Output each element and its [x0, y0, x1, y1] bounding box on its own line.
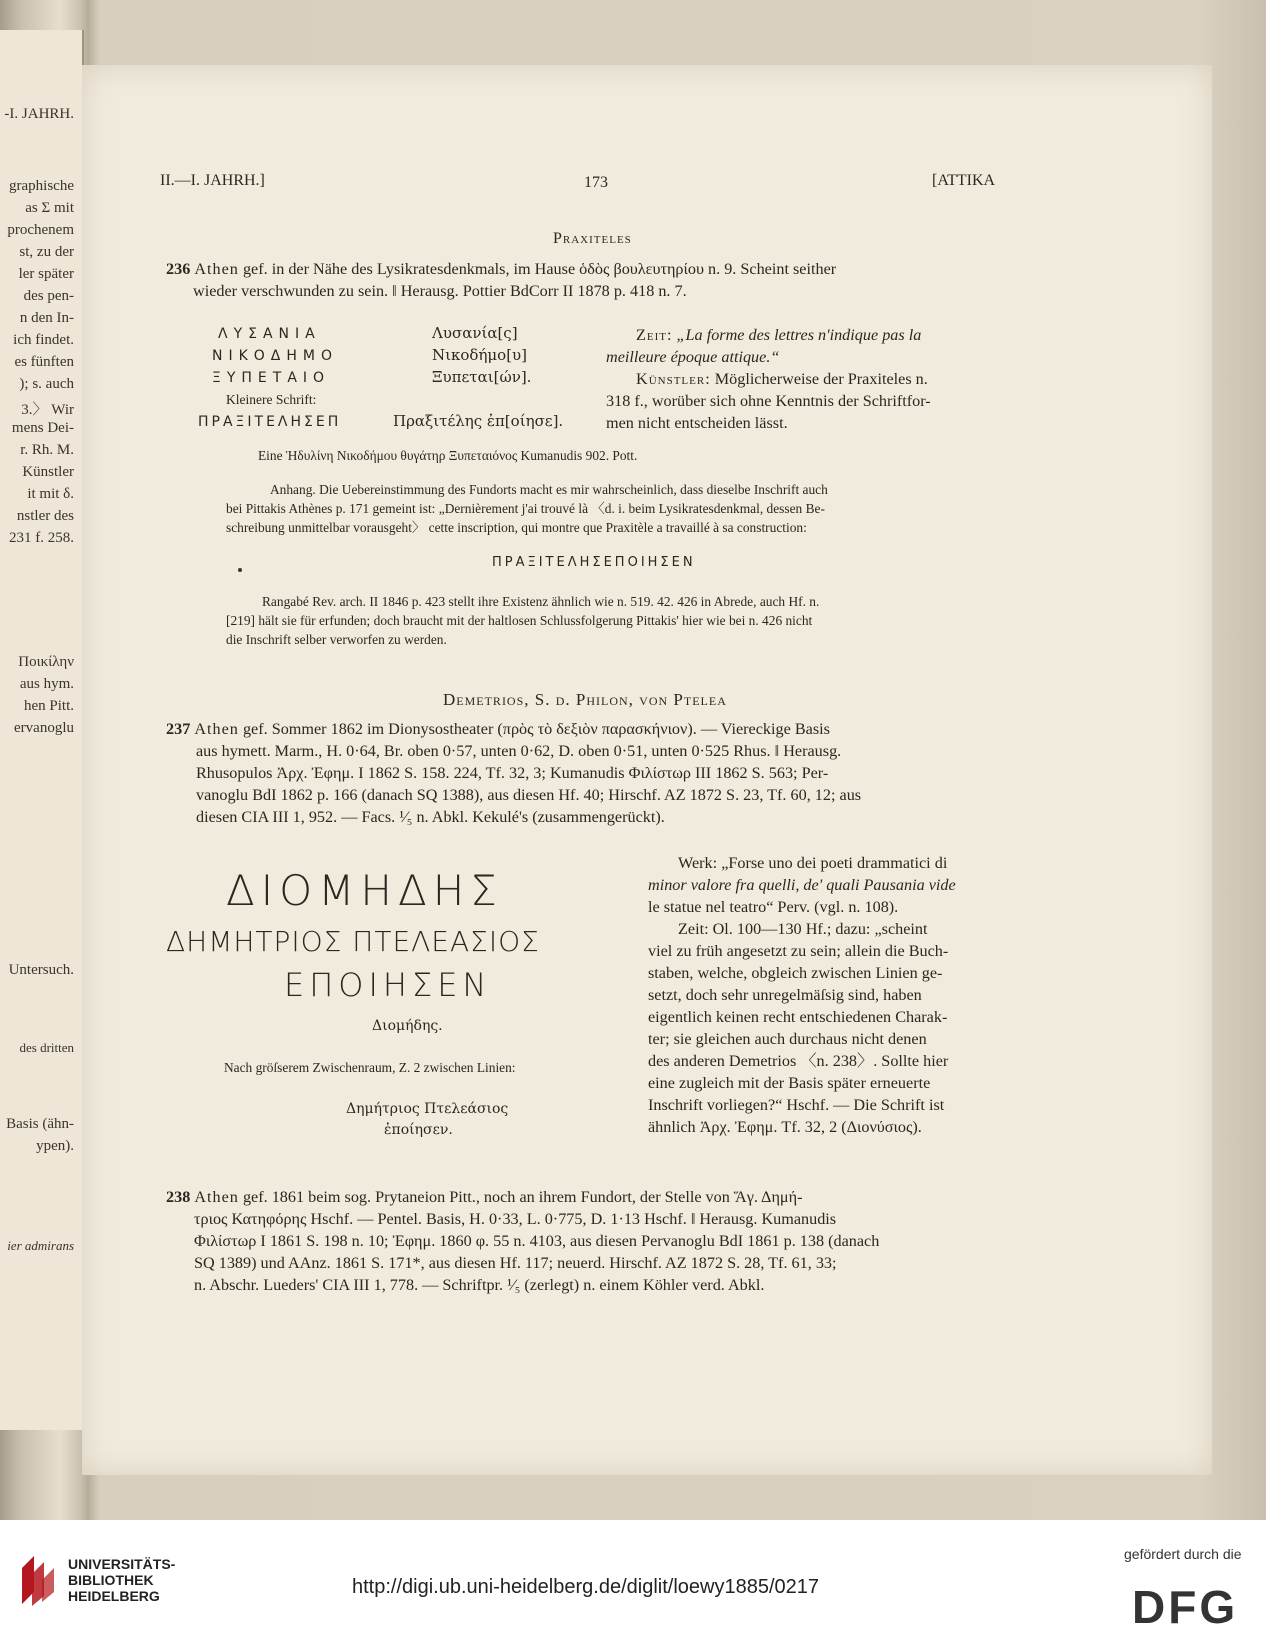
entry-237-line-5: diesen CIA III 1, 952. — Facs. ¹⁄₅ n. Abkl. Kekulé's (zusammengerückt).: [196, 808, 665, 826]
entry-238-line-2: τριος Κατηφόρης Hschf. — Pentel. Basis, H. 0·33, L. 0·775, D. 1·13 Hschf. ‖ Herausg. Kumanudis: [194, 1210, 837, 1228]
zeit-line: eine zugleich mit der Basis später erneuerte: [648, 1074, 931, 1092]
ink-dot: [238, 568, 242, 572]
left-page-line: des dritten: [19, 1040, 74, 1055]
left-page-line: graphische: [9, 178, 74, 194]
left-page-line: r. Rh. M.: [20, 442, 74, 458]
rangabe-line-2: [219] hält sie für erfunden; doch braucht mit der haltlosen Schlussfolgerung Pittakis' hier wie bei n. 426 nicht: [226, 613, 813, 628]
left-page-line: es fünften: [14, 354, 74, 370]
transcription-line: Πραξιτέλης ἐπ[οίησε].: [393, 412, 564, 430]
zeit-line-1: [636, 324, 921, 346]
zeit-line: ter; sie gleichen auch durchaus nicht denen: [648, 1030, 927, 1048]
zeit-line: ähnlich Ἀρχ. Ἐφημ. Tf. 32, 2 (Διονύσιος).: [648, 1118, 922, 1136]
left-page-line: as Σ mit: [25, 200, 74, 216]
footer-bar: [0, 1520, 1266, 1638]
left-page-line: prochenem: [7, 222, 74, 238]
transcription-note: Nach gröſserem Zwischenraum, Z. 2 zwischen Linien:: [224, 1060, 516, 1075]
entry-238-line-3: Φιλίστωρ I 1861 S. 198 n. 10; Ἐφημ. 1860 φ. 55 n. 4103, aus diesen Pervanoglu BdI 1861 p. 138 (danach: [194, 1232, 880, 1250]
transcription-line: Ξυπεται[ών].: [432, 368, 532, 386]
inscription-line: ΞΥΠΕΤΑΙΟ: [212, 370, 331, 386]
left-page-line: 231 f. 258.: [9, 530, 74, 546]
left-page-line: ervanoglu: [14, 720, 74, 736]
entry-238-line-4: SQ 1389) und AAnz. 1861 S. 171*, aus diesen Hf. 117; neuerd. Hirschf. AZ 1872 S. 28, Tf. 61, 33;: [194, 1254, 837, 1272]
entry-place: Athen: [194, 720, 239, 738]
left-page-line: Ποικίλην: [18, 654, 74, 670]
entry-237-line-1: [166, 718, 830, 740]
left-page-line: Basis (ähn-: [6, 1116, 74, 1132]
inscription-line: ΠΡΑΞΙΤΕΛΗΣΕΠ: [198, 414, 342, 430]
section-title-demetrios: Demetrios, S. d. Philon, von Ptelea: [443, 690, 727, 709]
rangabe-line-1: Rangabé Rev. arch. II 1846 p. 423 stellt ihre Existenz ähnlich wie n. 519. 42. 426 in Abrede, auch Hf. n.: [262, 594, 820, 609]
library-name: [68, 1556, 175, 1604]
left-page-line: n den In-: [19, 310, 74, 326]
inscription-line: ΝΙΚΟΔΗΜΟ: [212, 348, 339, 364]
anhang-line-2: bei Pittakis Athènes p. 171 gemeint ist: „Dernièrement j'ai trouvé là 〈d. i. beim Lysikratesdenkmal, dessen Be-: [226, 501, 825, 516]
section-title-praxiteles: Praxiteles: [553, 230, 632, 247]
entry-238-line-5: n. Abschr. Lueders' CIA III 1, 778. — Schriftpr. ¹⁄₅ (zerlegt) n. einem Köhler verd. Abkl.: [194, 1276, 765, 1294]
entry-number: 238: [166, 1188, 191, 1206]
funded-by-label: gefördert durch die: [1124, 1546, 1242, 1562]
zeit-line: viel zu früh angesetzt zu sein; allein die Buch-: [648, 942, 949, 960]
source-url-link[interactable]: http://digi.ub.uni-heidelberg.de/diglit/loewy1885/0217: [352, 1576, 820, 1598]
left-page-line: it mit δ.: [27, 486, 74, 502]
left-page-line: -I. JAHRH.: [4, 106, 74, 122]
zeit-quote: „La forme des lettres n'indique pas la: [676, 326, 922, 344]
left-page-line: ypen).: [36, 1138, 74, 1154]
left-page-line: Künstler: [22, 464, 74, 480]
library-name-line: BIBLIOTHEK: [68, 1572, 154, 1588]
transcription-line: Λυσανία[ς]: [432, 324, 518, 342]
werk-line-3: le statue nel teatro“ Perv. (vgl. n. 108).: [648, 898, 899, 916]
werk-line-1: Werk: „Forse uno dei poeti drammatici di: [678, 854, 948, 872]
kuenstler-label: Künstler:: [636, 370, 711, 388]
inscription-note: Kleinere Schrift:: [226, 392, 317, 407]
kuenstler-text: Möglicherweise der Praxiteles n.: [714, 370, 928, 388]
running-header-left: II.—I. JAHRH.]: [160, 172, 265, 189]
left-facing-page: [0, 30, 84, 1430]
werk-line-2: minor valore fra quelli, de' quali Pausania vide: [648, 876, 956, 894]
eine-note: Eine Ἡδυλίνη Νικοδήμου θυγάτηρ Ξυπεταιόνος Kumanudis 902. Pott.: [258, 448, 638, 463]
zeit-line: setzt, doch sehr unregelmäſsig sind, haben: [648, 986, 922, 1004]
entry-236-line-1: [166, 258, 1000, 280]
zeit-line-2: [606, 346, 779, 368]
entry-text: gef. 1861 beim sog. Prytaneion Pitt., noch an ihrem Fundort, der Stelle von Ἅγ. Δημή-: [242, 1188, 803, 1206]
zeit-line: Zeit: Ol. 100—130 Hf.; dazu: „scheint: [678, 920, 928, 938]
library-name-line: HEIDELBERG: [68, 1588, 160, 1604]
anhang-line-3: schreibung unmittelbar vorausgeht〉 cette inscription, qui montre que Praxitèle a travaillé à sa construction:: [226, 520, 807, 535]
entry-237-line-4: vanoglu BdI 1862 p. 166 (danach SQ 1388), aus diesen Hf. 40; Hirschf. AZ 1872 S. 23, Tf. 60, 12; aus: [196, 786, 862, 804]
transcription-line: Διομήδης.: [372, 1018, 443, 1034]
university-library-logo-icon: [18, 1552, 58, 1608]
left-page-line: nstler des: [16, 508, 74, 524]
inscription-line: ΛΥΣΑΝΙΑ: [218, 326, 321, 342]
zeit-line: staben, welche, obgleich zwischen Linien ge-: [648, 964, 943, 982]
facsimile-line-3: ΕΠΟΙΗΣΕΝ: [284, 966, 492, 1004]
left-page-line: mens Dei-: [11, 420, 74, 436]
left-page-line: ler später: [18, 266, 74, 282]
entry-237-line-3: Rhusopulos Ἀρχ. Ἐφημ. I 1862 S. 158. 224, Tf. 32, 3; Kumanudis Φιλίστωρ III 1862 S. 563; Per-: [196, 764, 829, 782]
transcription-line: Δημήτριος Πτελεάσιος: [346, 1101, 509, 1117]
left-page-line: Untersuch.: [8, 962, 74, 978]
entry-238-line-1: [166, 1186, 802, 1208]
zeit-line: des anderen Demetrios 〈n. 238〉. Sollte hier: [648, 1052, 949, 1070]
facsimile-line-2: ΔΗΜΗΤΡΙΟΣ ΠΤΕΛΕΑΣΙΟΣ: [166, 925, 540, 958]
left-page-line: 3.〉 Wir: [21, 402, 74, 418]
entry-number: 236: [166, 260, 191, 278]
entry-237-line-2: aus hymett. Marm., H. 0·64, Br. oben 0·57, unten 0·62, D. oben 0·51, unten 0·525 Rhus. ‖ Herausg.: [196, 742, 842, 760]
entry-text: gef. Sommer 1862 im Dionysostheater (πρὸς τὸ δεξιὸν παρασκήνιον). — Viereckige Basis: [242, 720, 830, 738]
library-name-line: UNIVERSITÄTS-: [68, 1556, 176, 1572]
kuenstler-line-3: men nicht entscheiden lässt.: [606, 414, 788, 432]
zeit-label: Zeit:: [636, 326, 673, 344]
zeit-quote-cont: meilleure époque attique.“: [606, 348, 780, 366]
left-page-line: ier admirans: [7, 1238, 74, 1253]
entry-number: 237: [166, 720, 191, 738]
kuenstler-line-2: 318 f., worüber sich ohne Kenntnis der Schriftfor-: [606, 392, 931, 410]
dfg-logo: DFG: [1132, 1581, 1239, 1633]
left-page-line: aus hym.: [19, 676, 74, 692]
left-page-line: st, zu der: [19, 244, 74, 260]
left-page-line: ); s. auch: [19, 376, 74, 392]
anhang-line-1: Anhang. Die Uebereinstimmung des Fundorts macht es mir wahrscheinlich, dass dieselbe Inschrift auch: [270, 482, 828, 497]
kuenstler-line-1: [636, 368, 928, 390]
left-page-line: ich findet.: [13, 332, 74, 348]
facsimile-line-1: ΔΙΟΜΗΔΗΣ: [226, 866, 503, 915]
left-page-line: des pen-: [23, 288, 74, 304]
rangabe-line-3: die Inschrift selber verworfen zu werden.: [226, 632, 447, 647]
transcription-line: ἐποίησεν.: [384, 1122, 453, 1138]
running-header-right: [ATTIKA: [932, 172, 996, 189]
left-page-line: hen Pitt.: [23, 698, 74, 714]
zeit-line: Inschrift vorliegen?“ Hschf. — Die Schrift ist: [648, 1096, 945, 1114]
entry-place: Athen: [194, 260, 239, 278]
transcription-line: Νικοδήμο[υ]: [432, 346, 528, 364]
anhang-inscription: ΠΡΑΞΙΤΕΛΗΣΕΠΟΙΗΣΕΝ: [492, 555, 696, 570]
entry-text: gef. in der Nähe des Lysikratesdenkmals, im Hause ὁδὸς βουλευτηρίου n. 9. Scheint seither: [242, 260, 837, 278]
entry-236-line-2: wieder verschwunden zu sein. ‖ Herausg. Pottier BdCorr II 1878 p. 418 n. 7.: [193, 282, 687, 300]
page-number: 173: [584, 174, 608, 191]
zeit-line: eigentlich keinen recht entschiedenen Charak-: [648, 1008, 948, 1026]
entry-place: Athen: [194, 1188, 239, 1206]
